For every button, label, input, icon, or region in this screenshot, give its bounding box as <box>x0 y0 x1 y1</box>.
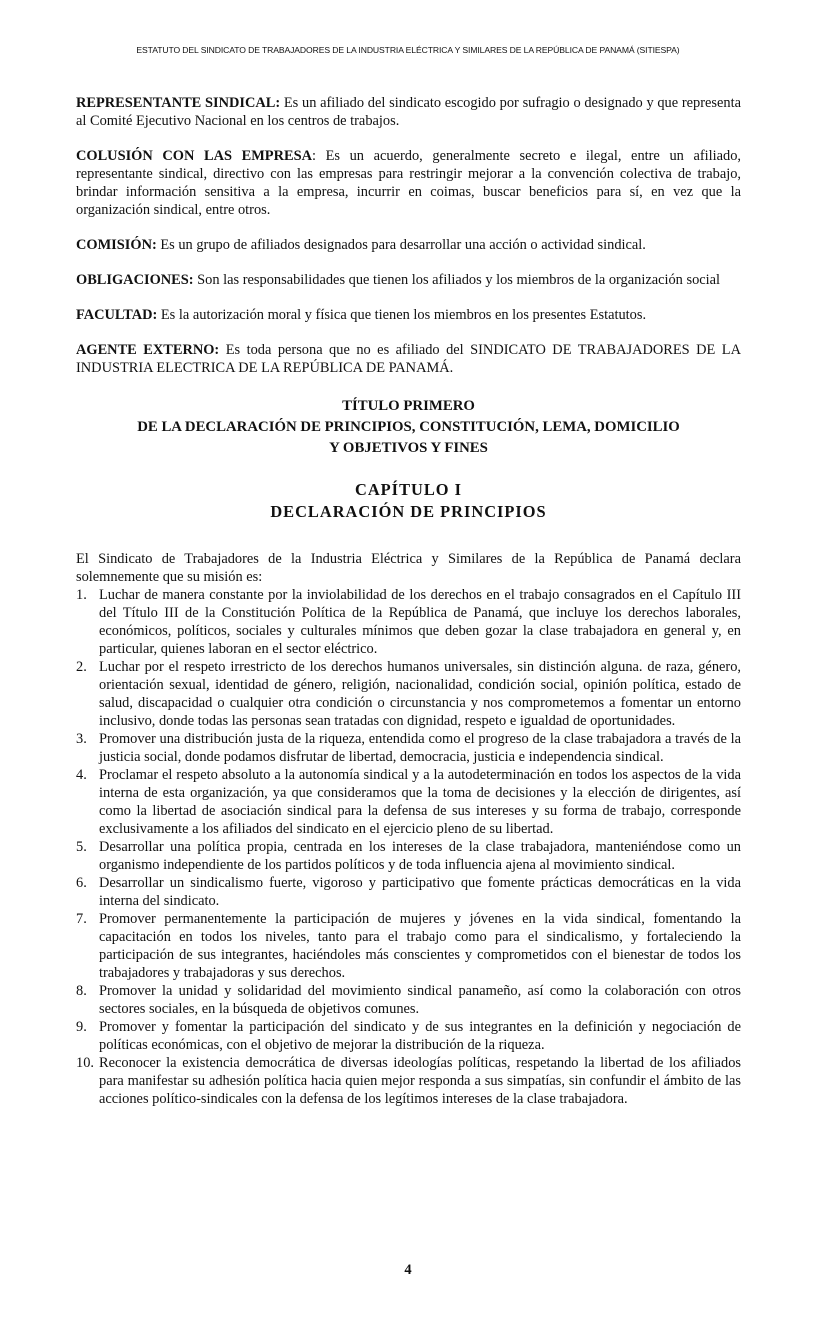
definition-term: OBLIGACIONES: <box>76 272 194 288</box>
list-text: Promover permanentemente la participación de mujeres y jóvenes en la vida sindical, fomentando la capacitación en todos los niveles, tanto para el trabajo como para el sindicalismo, y fortaleciendo la participación de sus integrantes, haciéndoles más conscientes y comprometidos con el bienestar de todos los trabajadores y trabajadoras y sus derechos. <box>99 911 741 981</box>
list-text: Reconocer la existencia democrática de diversas ideologías políticas, respetando la libertad de los afiliados para manifestar su adhesión política hacia quien mejor responda a sus simpatías, sin confundir el ámbito de las acciones político-sindicales con la defensa de los legítimos intereses de la clase trabajadora. <box>99 1055 741 1107</box>
list-number: 4. <box>76 767 87 783</box>
list-item <box>76 766 741 838</box>
list-item <box>76 838 741 874</box>
list-item <box>76 658 741 730</box>
principles-list <box>76 586 741 1108</box>
definition-comision <box>76 236 741 254</box>
list-number: 1. <box>76 587 87 603</box>
chapter-line-2: DECLARACIÓN DE PRINCIPIOS <box>270 502 547 521</box>
list-text: Luchar por el respeto irrestricto de los derechos humanos universales, sin distinción alguna. de raza, género, orientación sexual, identidad de género, religión, nacionalidad, condición social, opinión política, estado de salud, discapacidad o cualquier otra condición o circunstancia y nos comprometemos a fomentar un entorno inclusivo, donde todas las personas sean tratadas con dignidad, respeto e igualdad de oportunidades. <box>99 659 741 729</box>
list-number: 2. <box>76 659 87 675</box>
list-number: 10. <box>76 1055 94 1071</box>
list-text: Desarrollar una política propia, centrada en los intereses de la clase trabajadora, manteniéndose como un organismo independiente de los partidos políticos y de toda influencia ajena al movimiento sindical. <box>99 839 741 873</box>
list-item <box>76 982 741 1018</box>
definition-obligaciones <box>76 271 741 289</box>
intro-paragraph: El Sindicato de Trabajadores de la Industria Eléctrica y Similares de la República de Panamá declara solemnemente que su misión es: <box>76 551 741 585</box>
definition-text: Es la autorización moral y física que tienen los miembros en los presentes Estatutos. <box>157 307 647 323</box>
page-number: 4 <box>404 1262 412 1278</box>
definition-text: Es toda persona que no es afiliado del SINDICATO DE TRABAJADORES DE LA INDUSTRIA ELECTRICA DE LA REPÚBLICA DE PANAMÁ. <box>76 342 741 376</box>
list-text: Desarrollar un sindicalismo fuerte, vigoroso y participativo que fomente prácticas democráticas en la vida interna del sindicato. <box>99 875 741 909</box>
title-heading <box>76 396 741 459</box>
definition-text: Son las responsabilidades que tienen los afiliados y los miembros de la organización social <box>193 272 721 288</box>
document-body <box>76 94 741 1108</box>
list-item <box>76 730 741 766</box>
definition-text: : Es un acuerdo, generalmente secreto e ilegal, entre un afiliado, representante sindical, directivo con las empresas para restringir mejorar a la convención colectiva de trabajo, brindar información sensitiva a la empresa, incurrir en coimas, buscar beneficios para sí, en vez que la organización sindical, entre otros. <box>76 148 742 218</box>
list-text: Proclamar el respeto absoluto a la autonomía sindical y a la autodeterminación en todos los aspectos de la vida interna de esta organización, ya que consideramos que la toma de decisiones y la elección de dirigentes, así como la libertad de asociación sindical para la defensa de sus intereses y su forma de trabajo, corresponde exclusivamente a los afiliados del sindicato en el ejercicio pleno de su libertad. <box>99 767 741 837</box>
definition-term: FACULTAD: <box>76 307 158 323</box>
running-header: ESTATUTO DEL SINDICATO DE TRABAJADORES DE LA INDUSTRIA ELÉCTRICA Y SIMILARES DE LA REPÚBLICA DE PANAMÁ (SITIESPA) <box>136 45 680 55</box>
definition-agente-externo <box>76 341 741 377</box>
list-item <box>76 586 741 658</box>
list-item <box>76 874 741 910</box>
list-number: 5. <box>76 839 87 855</box>
list-item <box>76 1018 741 1054</box>
definition-term: REPRESENTANTE SINDICAL: <box>76 95 281 111</box>
list-number: 6. <box>76 875 87 891</box>
definition-term: AGENTE EXTERNO: <box>76 342 220 358</box>
definition-text: Es un grupo de afiliados designados para desarrollar una acción o actividad sindical. <box>156 237 646 253</box>
definition-term: COLUSIÓN CON LAS EMPRESA <box>76 148 312 164</box>
definition-term: COMISIÓN: <box>76 237 157 253</box>
definition-facultad <box>76 306 741 324</box>
chapter-line-1: CAPÍTULO I <box>355 480 462 499</box>
list-number: 7. <box>76 911 87 927</box>
title-line-1: TÍTULO PRIMERO <box>342 398 475 414</box>
definition-text: Es un afiliado del sindicato escogido por sufragio o designado y que representa al Comité Ejecutivo Nacional en los centros de trabajos. <box>76 95 741 129</box>
chapter-heading <box>76 479 741 523</box>
list-item <box>76 910 741 982</box>
list-text: Promover y fomentar la participación del sindicato y de sus integrantes en la definición y negociación de políticas económicas, con el objetivo de mejorar la distribución de la riqueza. <box>99 1019 741 1053</box>
title-line-3: Y OBJETIVOS Y FINES <box>329 440 488 456</box>
title-line-2: DE LA DECLARACIÓN DE PRINCIPIOS, CONSTITUCIÓN, LEMA, DOMICILIO <box>137 419 680 435</box>
list-text: Promover una distribución justa de la riqueza, entendida como el progreso de la clase trabajadora a través de la justicia social, donde podamos disfrutar de libertad, democracia, justicia e independencia sindical. <box>99 731 741 765</box>
definition-representante-sindical <box>76 94 741 130</box>
definition-colusion <box>76 147 741 219</box>
list-text: Promover la unidad y solidaridad del movimiento sindical panameño, así como la colaboración con otros sectores sociales, en la búsqueda de objetivos comunes. <box>99 983 741 1017</box>
list-number: 8. <box>76 983 87 999</box>
list-number: 3. <box>76 731 87 747</box>
list-number: 9. <box>76 1019 87 1035</box>
list-text: Luchar de manera constante por la inviolabilidad de los derechos en el trabajo consagrados en el Capítulo III del Título III de la Constitución Política de la República de Panamá, que incluye los derechos laborales, económicos, políticos, sociales y culturales mínimos que deben gozar la clase trabajadora en general y, en particular, quienes laboran en el sector eléctrico. <box>99 587 741 657</box>
list-item <box>76 1054 741 1108</box>
